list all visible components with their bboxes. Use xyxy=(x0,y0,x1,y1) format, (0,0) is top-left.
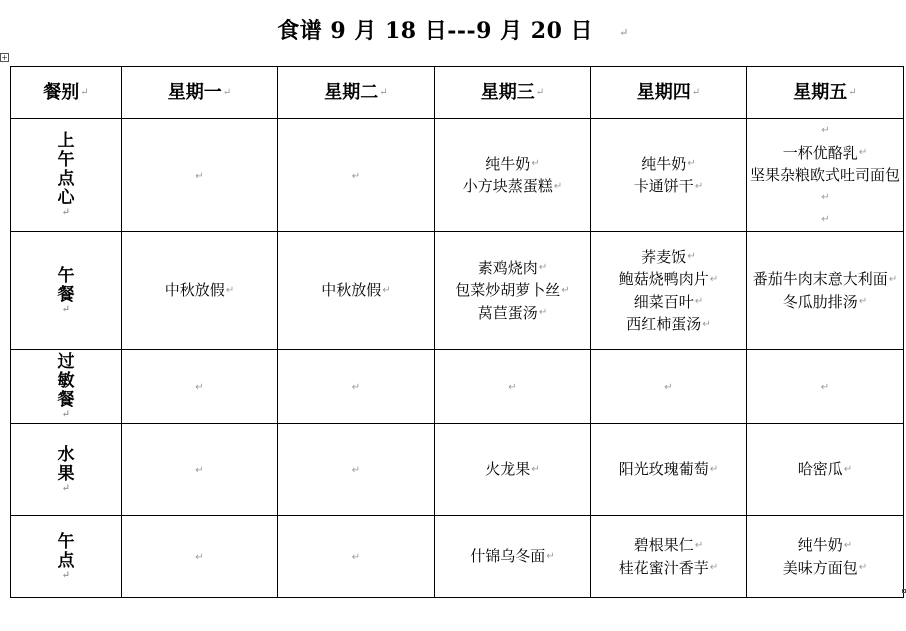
paragraph-mark-icon: ↵ xyxy=(709,562,719,573)
paragraph-mark-icon: ↵ xyxy=(821,124,830,136)
meal-type-cell xyxy=(11,516,122,598)
menu-item: 什锦乌冬面↵ xyxy=(470,547,555,566)
meal-type-label: 午点 xyxy=(57,531,75,571)
paragraph-mark-icon: ↵ xyxy=(382,284,391,296)
header-label: 星期五 xyxy=(793,81,848,103)
paragraph-mark-icon: ↵ xyxy=(546,550,555,562)
paragraph-mark-icon: ↵ xyxy=(709,463,719,475)
paragraph-mark-icon: ↵ xyxy=(619,25,629,39)
menu-cell[interactable] xyxy=(747,232,904,350)
menu-cell[interactable] xyxy=(278,516,435,598)
paragraph-mark-icon: ↵ xyxy=(195,552,204,563)
menu-item: 哈密瓜↵ xyxy=(797,460,853,479)
menu-cell[interactable] xyxy=(747,350,904,424)
header-label: 星期一 xyxy=(167,81,222,103)
paragraph-mark-icon: ↵ xyxy=(858,562,868,573)
paragraph-mark-icon: ↵ xyxy=(195,465,204,476)
menu-item: 碧根果仁↵ xyxy=(633,536,704,554)
menu-cell[interactable] xyxy=(435,232,591,350)
paragraph-mark-icon: ↵ xyxy=(61,482,71,494)
header-label: 星期二 xyxy=(324,81,379,103)
menu-cell[interactable] xyxy=(747,424,904,516)
page-title: 食谱 9 月 18 日---9 月 20 日 ↵ xyxy=(277,18,629,44)
menu-cell[interactable] xyxy=(435,350,591,424)
table-row xyxy=(11,350,904,424)
paragraph-mark-icon: ↵ xyxy=(821,214,830,225)
meal-type-label: 过敏餐 xyxy=(57,352,75,410)
paragraph-mark-icon: ↵ xyxy=(843,539,853,551)
menu-cell[interactable] xyxy=(591,424,747,516)
menu-cell[interactable] xyxy=(122,119,278,232)
menu-cell[interactable] xyxy=(591,232,747,350)
menu-cell[interactable] xyxy=(435,119,591,232)
meal-type-cell xyxy=(11,232,122,350)
menu-cell[interactable] xyxy=(435,424,591,516)
paragraph-mark-icon: ↵ xyxy=(843,463,853,475)
paragraph-mark-icon: ↵ xyxy=(664,382,673,393)
meal-type-label: 上午点心 xyxy=(57,131,75,208)
table-row xyxy=(11,232,904,350)
menu-item: 桂花蜜汁香芋↵ xyxy=(618,558,719,577)
menu-table xyxy=(10,66,904,598)
menu-cell[interactable] xyxy=(278,350,435,424)
paragraph-mark-icon: ↵ xyxy=(538,262,548,274)
menu-cell[interactable] xyxy=(591,119,747,232)
paragraph-mark-icon: ↵ xyxy=(694,296,704,307)
paragraph-mark-icon: ↵ xyxy=(351,382,361,393)
menu-item: 阳光玫瑰葡萄↵ xyxy=(618,460,719,479)
menu-cell[interactable] xyxy=(122,516,278,598)
paragraph-mark-icon: ↵ xyxy=(691,86,701,98)
paragraph-mark-icon: ↵ xyxy=(80,86,89,98)
menu-item: 坚果杂粮欧式吐司面包↵ xyxy=(749,166,900,203)
paragraph-mark-icon: ↵ xyxy=(195,170,204,182)
paragraph-mark-icon: ↵ xyxy=(61,569,71,581)
paragraph-mark-icon: ↵ xyxy=(858,296,868,307)
menu-cell[interactable] xyxy=(122,424,278,516)
menu-item: 火龙果↵ xyxy=(485,460,540,479)
meal-type-cell xyxy=(11,424,122,516)
menu-item: 中秋放假↵ xyxy=(321,281,391,300)
menu-cell[interactable] xyxy=(591,350,747,424)
paragraph-mark-icon: ↵ xyxy=(561,284,570,296)
header-label: 星期四 xyxy=(636,81,691,103)
menu-item: 细菜百叶↵ xyxy=(633,292,704,311)
header-day-5 xyxy=(747,67,904,119)
menu-item: 冬瓜肋排汤↵ xyxy=(782,292,868,311)
header-meal-type xyxy=(11,67,122,119)
paragraph-mark-icon: ↵ xyxy=(858,147,868,158)
paragraph-mark-icon: ↵ xyxy=(694,180,704,192)
menu-item: 鲍菇烧鸭肉片↵ xyxy=(618,270,719,288)
paragraph-mark-icon: ↵ xyxy=(535,86,545,98)
menu-cell[interactable] xyxy=(122,350,278,424)
table-row xyxy=(11,119,904,232)
meal-type-cell xyxy=(11,119,122,232)
menu-cell[interactable] xyxy=(591,516,747,598)
menu-item: 素鸡烧肉↵ xyxy=(477,258,548,277)
paragraph-mark-icon: ↵ xyxy=(531,158,540,169)
paragraph-mark-icon: ↵ xyxy=(553,180,563,192)
header-day-1 xyxy=(122,67,278,119)
paragraph-mark-icon: ↵ xyxy=(351,552,361,563)
header-day-2 xyxy=(278,67,435,119)
menu-item: 包菜炒胡萝卜丝↵ xyxy=(455,281,570,300)
paragraph-mark-icon: ↵ xyxy=(351,465,361,476)
paragraph-mark-icon: ↵ xyxy=(61,303,71,315)
table-move-handle-icon[interactable]: + xyxy=(1,53,8,62)
menu-item xyxy=(747,119,903,142)
header-day-4 xyxy=(591,67,747,119)
table-row xyxy=(11,516,904,598)
menu-cell[interactable] xyxy=(278,119,435,232)
header-label: 餐别 xyxy=(43,81,80,103)
paragraph-mark-icon: ↵ xyxy=(351,170,361,182)
menu-cell[interactable] xyxy=(747,119,904,232)
table-resize-handle-icon[interactable] xyxy=(902,589,906,593)
paragraph-mark-icon: ↵ xyxy=(225,284,235,296)
menu-cell[interactable] xyxy=(278,424,435,516)
paragraph-mark-icon: ↵ xyxy=(379,86,388,98)
paragraph-mark-icon: ↵ xyxy=(709,273,719,285)
paragraph-mark-icon: ↵ xyxy=(820,382,830,393)
menu-item xyxy=(747,209,903,232)
menu-item: 一杯优酪乳↵ xyxy=(782,143,868,162)
paragraph-mark-icon: ↵ xyxy=(195,382,204,393)
menu-item: 莴苣蛋汤↵ xyxy=(477,303,548,322)
menu-item: 纯牛奶↵ xyxy=(797,536,853,554)
paragraph-mark-icon: ↵ xyxy=(538,307,548,319)
paragraph-mark-icon: ↵ xyxy=(888,273,898,285)
paragraph-mark-icon: ↵ xyxy=(222,86,232,98)
paragraph-mark-icon: ↵ xyxy=(848,86,857,98)
menu-cell[interactable] xyxy=(278,232,435,350)
menu-item: 西红柿蛋汤↵ xyxy=(626,315,711,333)
paragraph-mark-icon: ↵ xyxy=(508,382,517,393)
menu-item: 中秋放假↵ xyxy=(164,281,235,300)
paragraph-mark-icon: ↵ xyxy=(687,251,696,262)
paragraph-mark-icon: ↵ xyxy=(61,207,71,218)
header-day-3 xyxy=(435,67,591,119)
paragraph-mark-icon: ↵ xyxy=(61,409,71,420)
menu-item: 小方块蒸蛋糕↵ xyxy=(462,177,563,195)
table-row xyxy=(11,424,904,516)
menu-item: 美味方面包↵ xyxy=(782,558,868,577)
header-row xyxy=(11,67,904,119)
header-label: 星期三 xyxy=(480,81,535,103)
paragraph-mark-icon: ↵ xyxy=(687,158,696,169)
menu-item: 纯牛奶↵ xyxy=(485,154,540,173)
menu-cell[interactable] xyxy=(747,516,904,598)
menu-cell[interactable] xyxy=(435,516,591,598)
paragraph-mark-icon: ↵ xyxy=(531,463,540,475)
paragraph-mark-icon: ↵ xyxy=(694,539,704,551)
menu-item: 荞麦饭↵ xyxy=(641,247,696,266)
menu-item: 番茄牛肉末意大利面↵ xyxy=(752,270,898,288)
menu-cell[interactable] xyxy=(122,232,278,350)
meal-type-cell xyxy=(11,350,122,424)
meal-type-label: 水果 xyxy=(57,444,75,484)
menu-item: 纯牛奶↵ xyxy=(641,154,696,173)
paragraph-mark-icon: ↵ xyxy=(702,318,711,330)
paragraph-mark-icon: ↵ xyxy=(821,191,830,203)
menu-item: 卡通饼干↵ xyxy=(633,177,704,195)
meal-type-label: 午餐 xyxy=(57,265,75,305)
